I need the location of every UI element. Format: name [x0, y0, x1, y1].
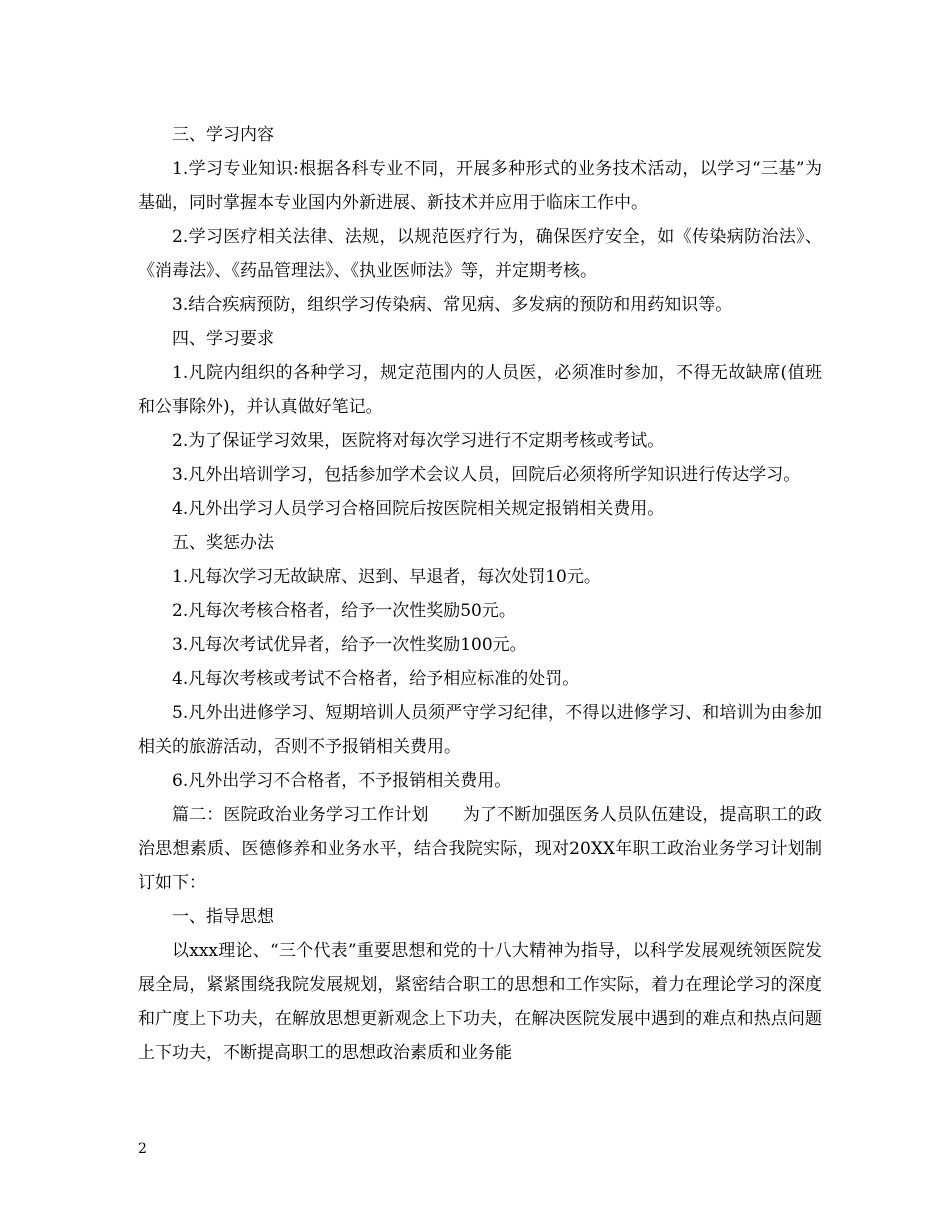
paragraph: 4.凡每次考核或考试不合格者，给予相应标准的处罚。 [172, 669, 580, 689]
paragraph: 3.凡外出培训学习，包括参加学术会议人员，回院后必须将所学知识进行传达学习。 [172, 465, 801, 485]
heading-rewards-penalties: 五、奖惩办法 [172, 533, 274, 553]
document-body [138, 118, 822, 1070]
paragraph: 3.凡每次考试优异者，给予一次性奖励100元。 [172, 635, 527, 655]
paragraph: 2.学习医疗相关法律、法规，以规范医疗行为，确保医疗安全，如《传染病防治法》、《消毒法》、《药品管理法》、《执业医师法》等，并定期考核。 [138, 227, 822, 281]
paragraph: 1.学习专业知识:根据各科专业不同，开展多种形式的业务技术活动，以学习“三基”为基础，同时掌握本专业国内外新进展、新技术并应用于临床工作中。 [138, 159, 822, 213]
paragraph: 篇二：医院政治业务学习工作计划 为了不断加强医务人员队伍建设，提高职工的政治思想素质、医德修养和业务水平，结合我院实际，现对20XX年职工政治业务学习计划制订如下： [138, 805, 822, 893]
paragraph: 2.为了保证学习效果，医院将对每次学习进行不定期考核或考试。 [172, 431, 665, 451]
heading-study-requirements: 四、学习要求 [172, 329, 274, 349]
paragraph: 1.凡每次学习无故缺席、迟到、早退者，每次处罚10元。 [172, 567, 601, 587]
heading-study-content: 三、学习内容 [172, 125, 274, 145]
heading-guiding-ideology: 一、指导思想 [172, 907, 274, 927]
paragraph: 6.凡外出学习不合格者，不予报销相关费用。 [172, 771, 512, 791]
paragraph: 3.结合疾病预防，组织学习传染病、常见病、多发病的预防和用药知识等。 [172, 295, 733, 315]
paragraph: 以xxx理论、“三个代表”重要思想和党的十八大精神为指导，以科学发展观统领医院发展全局，紧紧围绕我院发展规划，紧密结合职工的思想和工作实际，着力在理论学习的深度和广度上下功夫，在解放思想更新观念上下功夫，在解决医院发展中遇到的难点和热点问题上下功夫，不断提高职工的思想政治素质和业务能 [138, 941, 822, 1063]
paragraph: 4.凡外出学习人员学习合格回院后按医院相关规定报销相关费用。 [172, 499, 665, 519]
paragraph: 5.凡外出进修学习、短期培训人员须严守学习纪律，不得以进修学习、和培训为由参加相关的旅游活动，否则不予报销相关费用。 [138, 703, 822, 757]
paragraph: 1.凡院内组织的各种学习，规定范围内的人员医，必须准时参加，不得无故缺席(值班和公事除外)，并认真做好笔记。 [138, 363, 822, 417]
paragraph: 2.凡每次考核合格者，给予一次性奖励50元。 [172, 601, 516, 621]
page-number: 2 [138, 1141, 147, 1157]
